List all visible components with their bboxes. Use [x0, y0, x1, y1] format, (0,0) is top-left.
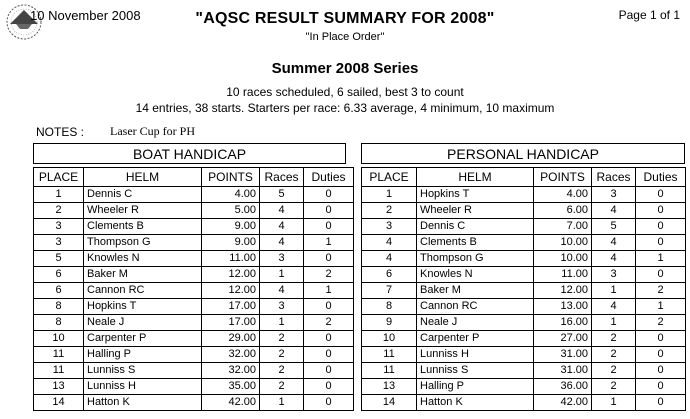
cell-place: 5	[34, 251, 84, 267]
cell-points: 13.00	[534, 299, 592, 315]
cell-races: 2	[260, 347, 304, 363]
cell-races: 3	[260, 299, 304, 315]
cell-duties: 0	[636, 331, 686, 347]
cell-duties: 1	[304, 235, 354, 251]
cell-points: 4.00	[534, 187, 592, 203]
cell-races: 2	[592, 331, 636, 347]
col-header-points: POINTS	[202, 168, 260, 187]
cell-points: 12.00	[202, 283, 260, 299]
cell-points: 4.00	[202, 187, 260, 203]
table-row	[34, 299, 354, 315]
cell-points: 36.00	[534, 379, 592, 395]
table-row	[34, 363, 354, 379]
series-entries-info: 14 entries, 38 starts. Starters per race: 6.33 average, 4 minimum, 10 maximum	[135, 101, 555, 115]
cell-races: 2	[260, 379, 304, 395]
cell-points: 6.00	[534, 203, 592, 219]
table-row	[34, 315, 354, 331]
table-row	[362, 283, 686, 299]
cell-place: 11	[362, 347, 417, 363]
cell-races: 1	[260, 395, 304, 411]
cell-place: 7	[362, 283, 417, 299]
cell-helm: Knowles N	[417, 267, 534, 283]
cell-points: 7.00	[534, 219, 592, 235]
cell-place: 8	[34, 315, 84, 331]
cell-races: 4	[260, 283, 304, 299]
cell-helm: Knowles N	[84, 251, 202, 267]
cell-place: 4	[362, 251, 417, 267]
cell-points: 17.00	[202, 299, 260, 315]
cell-place: 6	[34, 267, 84, 283]
cell-helm: Wheeler R	[417, 203, 534, 219]
cell-points: 9.00	[202, 235, 260, 251]
cell-helm: Wheeler R	[84, 203, 202, 219]
cell-duties: 2	[636, 283, 686, 299]
cell-races: 1	[592, 283, 636, 299]
cell-points: 12.00	[202, 267, 260, 283]
col-header-helm: HELM	[417, 168, 534, 187]
table-row	[362, 331, 686, 347]
cell-helm: Lunniss H	[417, 347, 534, 363]
cell-duties: 0	[304, 331, 354, 347]
page-number: Page 1 of 1	[618, 8, 680, 22]
table-row	[362, 315, 686, 331]
cell-points: 27.00	[534, 331, 592, 347]
table-row	[362, 363, 686, 379]
cell-races: 1	[592, 315, 636, 331]
col-header-points: POINTS	[534, 168, 592, 187]
cell-duties: 2	[304, 315, 354, 331]
cell-place: 11	[362, 363, 417, 379]
cell-duties: 0	[636, 235, 686, 251]
personal-handicap-table	[361, 167, 686, 411]
table-header-row	[34, 168, 354, 187]
cell-races: 3	[260, 251, 304, 267]
table-row	[362, 187, 686, 203]
cell-points: 32.00	[202, 347, 260, 363]
table-row	[362, 219, 686, 235]
personal-handicap-title: PERSONAL HANDICAP	[361, 143, 685, 164]
col-header-races: Races	[592, 168, 636, 187]
cell-points: 11.00	[202, 251, 260, 267]
cell-races: 2	[592, 347, 636, 363]
cell-helm: Lunniss S	[84, 363, 202, 379]
cell-helm: Dennis C	[417, 219, 534, 235]
col-header-place: PLACE	[34, 168, 84, 187]
table-row	[362, 395, 686, 411]
cell-place: 6	[34, 283, 84, 299]
cell-helm: Lunniss S	[417, 363, 534, 379]
cell-place: 4	[362, 235, 417, 251]
cell-points: 5.00	[202, 203, 260, 219]
cell-place: 8	[362, 299, 417, 315]
cell-duties: 0	[304, 363, 354, 379]
cell-duties: 0	[304, 299, 354, 315]
cell-place: 1	[34, 187, 84, 203]
cell-duties: 0	[636, 395, 686, 411]
cell-duties: 0	[304, 203, 354, 219]
cell-helm: Dennis C	[84, 187, 202, 203]
table-row	[34, 187, 354, 203]
cell-helm: Lunniss H	[84, 379, 202, 395]
col-header-place: PLACE	[362, 168, 417, 187]
cell-helm: Thompson G	[417, 251, 534, 267]
table-row	[34, 283, 354, 299]
col-header-duties: Duties	[636, 168, 686, 187]
cell-place: 14	[34, 395, 84, 411]
cell-races: 2	[260, 363, 304, 379]
cell-points: 32.00	[202, 363, 260, 379]
cell-points: 42.00	[202, 395, 260, 411]
cell-races: 3	[592, 187, 636, 203]
cell-races: 1	[260, 267, 304, 283]
cell-duties: 0	[304, 187, 354, 203]
boat-handicap-table	[33, 167, 354, 411]
cell-place: 2	[34, 203, 84, 219]
cell-helm: Neale J	[84, 315, 202, 331]
cell-helm: Hatton K	[417, 395, 534, 411]
cell-place: 3	[34, 219, 84, 235]
col-header-duties: Duties	[304, 168, 354, 187]
cell-points: 31.00	[534, 363, 592, 379]
table-row	[34, 267, 354, 283]
cell-duties: 0	[636, 363, 686, 379]
cell-races: 1	[592, 395, 636, 411]
cell-helm: Baker M	[417, 283, 534, 299]
cell-points: 9.00	[202, 219, 260, 235]
cell-place: 13	[362, 379, 417, 395]
cell-races: 2	[592, 379, 636, 395]
cell-races: 1	[260, 315, 304, 331]
cell-place: 3	[362, 219, 417, 235]
col-header-helm: HELM	[84, 168, 202, 187]
cell-helm: Hopkins T	[84, 299, 202, 315]
report-title: "AQSC RESULT SUMMARY FOR 2008"	[195, 10, 495, 27]
table-row	[362, 235, 686, 251]
table-row	[34, 379, 354, 395]
cell-duties: 0	[636, 379, 686, 395]
cell-races: 4	[592, 203, 636, 219]
table-row	[362, 267, 686, 283]
cell-helm: Hatton K	[84, 395, 202, 411]
cell-points: 16.00	[534, 315, 592, 331]
table-row	[362, 379, 686, 395]
cell-place: 8	[34, 299, 84, 315]
cell-duties: 0	[636, 267, 686, 283]
cell-place: 9	[362, 315, 417, 331]
cell-helm: Baker M	[84, 267, 202, 283]
table-row	[362, 347, 686, 363]
table-row	[362, 299, 686, 315]
cell-helm: Neale J	[417, 315, 534, 331]
cell-helm: Cannon RC	[84, 283, 202, 299]
cell-place: 10	[34, 331, 84, 347]
table-row	[362, 251, 686, 267]
cell-points: 10.00	[534, 251, 592, 267]
cell-place: 1	[362, 187, 417, 203]
table-row	[34, 219, 354, 235]
cell-races: 4	[592, 299, 636, 315]
cell-races: 4	[260, 235, 304, 251]
cell-duties: 1	[304, 283, 354, 299]
cell-duties: 1	[636, 299, 686, 315]
cell-races: 2	[260, 331, 304, 347]
cell-points: 42.00	[534, 395, 592, 411]
cell-duties: 0	[636, 219, 686, 235]
cell-points: 17.00	[202, 315, 260, 331]
series-races-info: 10 races scheduled, 6 sailed, best 3 to count	[226, 85, 464, 99]
col-header-races: Races	[260, 168, 304, 187]
cell-helm: Carpenter P	[417, 331, 534, 347]
table-row	[34, 235, 354, 251]
cell-races: 2	[592, 363, 636, 379]
cell-place: 6	[362, 267, 417, 283]
cell-duties: 0	[304, 219, 354, 235]
cell-points: 11.00	[534, 267, 592, 283]
cell-helm: Halling P	[417, 379, 534, 395]
cell-helm: Cannon RC	[417, 299, 534, 315]
cell-duties: 0	[636, 203, 686, 219]
table-row	[362, 203, 686, 219]
cell-helm: Clements B	[84, 219, 202, 235]
cell-duties: 2	[636, 315, 686, 331]
cell-duties: 0	[304, 347, 354, 363]
cell-place: 14	[362, 395, 417, 411]
cell-duties: 0	[304, 395, 354, 411]
table-header-row	[362, 168, 686, 187]
cell-duties: 0	[636, 347, 686, 363]
cell-place: 10	[362, 331, 417, 347]
cell-place: 11	[34, 347, 84, 363]
report-subtitle: "In Place Order"	[305, 31, 385, 43]
cell-duties: 0	[304, 251, 354, 267]
cell-helm: Clements B	[417, 235, 534, 251]
cell-place: 13	[34, 379, 84, 395]
series-name: Summer 2008 Series	[271, 60, 419, 77]
cell-points: 12.00	[534, 283, 592, 299]
table-row	[34, 347, 354, 363]
cell-duties: 2	[304, 267, 354, 283]
cell-helm: Carpenter P	[84, 331, 202, 347]
cell-helm: Halling P	[84, 347, 202, 363]
table-row	[34, 251, 354, 267]
cell-duties: 0	[304, 379, 354, 395]
cell-points: 29.00	[202, 331, 260, 347]
table-row	[34, 331, 354, 347]
cell-races: 4	[260, 203, 304, 219]
cell-races: 3	[592, 267, 636, 283]
cell-duties: 0	[636, 187, 686, 203]
cell-place: 3	[34, 235, 84, 251]
cell-races: 4	[592, 251, 636, 267]
cell-duties: 1	[636, 251, 686, 267]
boat-handicap-title: BOAT HANDICAP	[33, 143, 346, 164]
cell-place: 11	[34, 363, 84, 379]
report-date: 10 November 2008	[30, 8, 141, 23]
table-row	[34, 395, 354, 411]
cell-races: 4	[592, 235, 636, 251]
notes-text: Laser Cup for PH	[110, 124, 195, 138]
notes-label: NOTES :	[36, 125, 85, 139]
cell-points: 35.00	[202, 379, 260, 395]
cell-races: 5	[592, 219, 636, 235]
cell-races: 5	[260, 187, 304, 203]
cell-helm: Thompson G	[84, 235, 202, 251]
cell-helm: Hopkins T	[417, 187, 534, 203]
cell-points: 10.00	[534, 235, 592, 251]
table-row	[34, 203, 354, 219]
cell-place: 2	[362, 203, 417, 219]
cell-races: 4	[260, 219, 304, 235]
cell-points: 31.00	[534, 347, 592, 363]
